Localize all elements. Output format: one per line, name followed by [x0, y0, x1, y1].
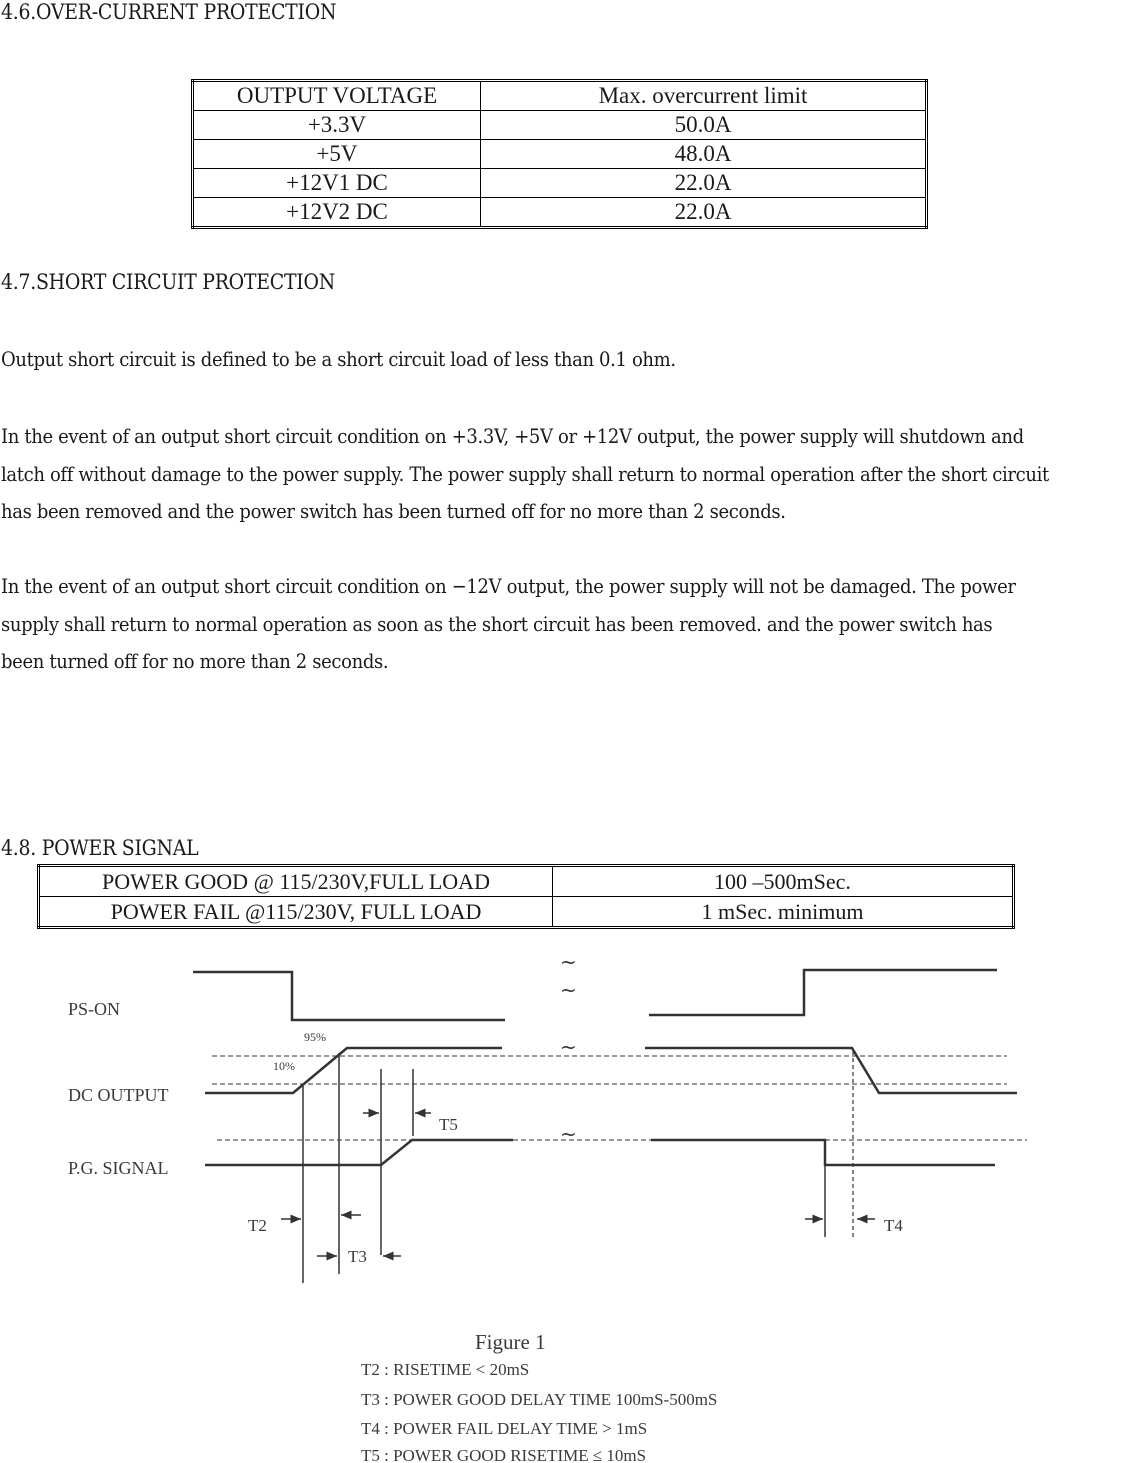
marker-t3: T3 — [348, 1247, 367, 1266]
pg-waveform-right — [651, 1140, 995, 1165]
label-10-percent: 10% — [273, 1059, 295, 1073]
section-heading-power-signal: 4.8. POWER SIGNAL — [1, 836, 199, 860]
pg-waveform-left — [205, 1140, 513, 1165]
header-output-voltage: OUTPUT VOLTAGE — [193, 81, 481, 111]
ps-on-waveform-left — [193, 972, 505, 1020]
cell-voltage: +3.3V — [193, 111, 481, 140]
table-row — [193, 111, 927, 140]
section-heading-over-current: 4.6.OVER-CURRENT PROTECTION — [1, 0, 337, 24]
legend-t2: T2 : RISETIME < 20mS — [361, 1360, 530, 1379]
cell-voltage: +12V2 DC — [193, 198, 481, 228]
legend-t3: T3 : POWER GOOD DELAY TIME 100mS-500mS — [361, 1390, 718, 1409]
table-header-row — [193, 81, 927, 111]
cell-condition: POWER FAIL @115/230V, FULL LOAD — [39, 897, 553, 928]
cell-voltage: +5V — [193, 140, 481, 169]
table-row — [193, 198, 927, 228]
marker-t4: T4 — [884, 1216, 903, 1235]
cell-timing: 1 mSec. minimum — [553, 897, 1014, 928]
break-mark: ~ — [560, 950, 577, 974]
signal-label-dc-output: DC OUTPUT — [68, 1085, 169, 1105]
cell-voltage: +12V1 DC — [193, 169, 481, 198]
paragraph-short-negative-12v — [1, 568, 1016, 681]
cell-limit: 50.0A — [481, 111, 927, 140]
signal-label-pg-signal: P.G. SIGNAL — [68, 1158, 169, 1178]
paragraph-line: supply shall return to normal operation as soon as the short circuit has been removed. and the power switch has — [1, 611, 993, 636]
marker-t5: T5 — [439, 1115, 458, 1134]
table-row — [193, 140, 927, 169]
section-heading-short-circuit: 4.7.SHORT CIRCUIT PROTECTION — [1, 270, 335, 294]
table-row — [193, 169, 927, 198]
cell-limit: 22.0A — [481, 169, 927, 198]
paragraph-line: In the event of an output short circuit condition on +3.3V, +5V or +12V output, the power supply will shutdown and — [1, 424, 1024, 448]
marker-t2: T2 — [248, 1216, 267, 1235]
break-marks — [560, 950, 577, 1146]
power-signal-table — [37, 864, 1015, 929]
break-mark: ~ — [560, 1122, 577, 1146]
cell-timing: 100 –500mSec. — [553, 866, 1014, 897]
figure-caption: Figure 1 — [475, 1330, 546, 1354]
paragraph-line: Output short circuit is defined to be a short circuit load of less than 0.1 ohm. — [1, 347, 676, 371]
paragraph-line: latch off without damage to the power supply. The power supply shall return to normal operation after the short circuit — [1, 461, 1049, 486]
break-mark: ~ — [560, 978, 577, 1002]
cell-limit: 22.0A — [481, 198, 927, 228]
paragraph-line: been turned off for no more than 2 seconds. — [1, 649, 389, 673]
dc-output-waveform-right — [645, 1048, 1017, 1093]
dc-output-waveform-left — [205, 1048, 502, 1093]
header-max-overcurrent: Max. overcurrent limit — [481, 81, 927, 111]
table-row — [39, 897, 1014, 928]
table-row — [39, 866, 1014, 897]
timing-diagram — [37, 931, 1037, 1463]
break-mark: ~ — [560, 1035, 577, 1059]
ps-on-waveform-right — [649, 970, 997, 1015]
signal-label-ps-on: PS-ON — [68, 999, 121, 1019]
legend-t5: T5 : POWER GOOD RISETIME ≤ 10mS — [361, 1446, 647, 1463]
paragraph-short-definition — [1, 341, 676, 379]
cell-limit: 48.0A — [481, 140, 927, 169]
cell-condition: POWER GOOD @ 115/230V,FULL LOAD — [39, 866, 553, 897]
paragraph-line: has been removed and the power switch has been turned off for no more than 2 seconds. — [1, 499, 786, 523]
paragraph-line: In the event of an output short circuit condition on −12V output, the power supply will not be damaged. The power — [1, 574, 1016, 598]
legend-t4: T4 : POWER FAIL DELAY TIME > 1mS — [361, 1419, 648, 1438]
paragraph-short-main-outputs — [1, 418, 1049, 531]
overcurrent-table — [191, 79, 928, 229]
label-95-percent: 95% — [304, 1030, 326, 1044]
